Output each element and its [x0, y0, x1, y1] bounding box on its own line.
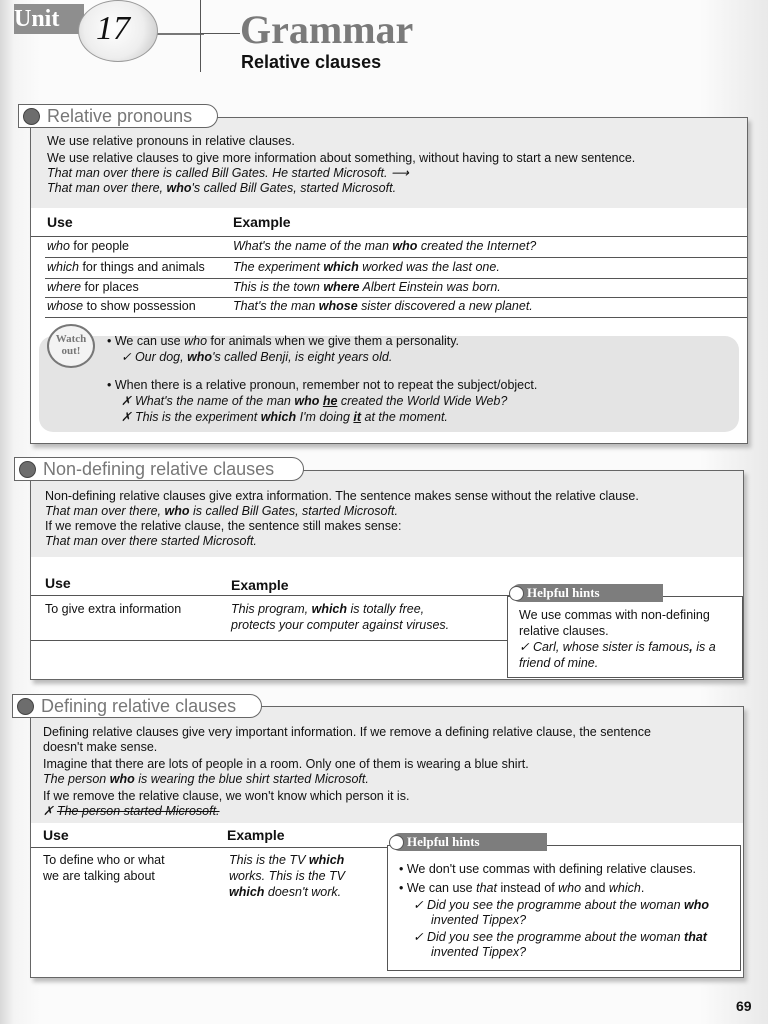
bullet-icon: [23, 108, 40, 125]
header-tick: [200, 33, 240, 34]
example-header: Example: [233, 214, 291, 230]
bullet-icon: [389, 835, 404, 850]
hint-example: invented Tippex?: [431, 913, 527, 927]
arrow-icon: ⟶: [390, 166, 409, 180]
use-header: Use: [45, 575, 71, 591]
table-row-example: What's the name of the man who created the Internet?: [233, 239, 537, 253]
table-row-use: which for things and animals: [47, 260, 205, 274]
example-header: Example: [231, 577, 289, 593]
table-rule: [31, 847, 387, 848]
hint-bullet: • We can use that instead of who and which.: [399, 881, 645, 895]
table-rule: [45, 317, 747, 318]
hint-example: ✓ Carl, whose sister is famous, is a: [519, 640, 716, 654]
watch-example: ✗ What's the name of the man who he created the World Wide Web?: [121, 394, 508, 408]
table-row-example: This is the TV which: [229, 853, 345, 867]
watch-example: ✓ Our dog, who's called Benji, is eight years old.: [121, 350, 393, 364]
page-number: 69: [736, 998, 752, 1014]
hint-example: ✓ Did you see the programme about the woman who: [413, 898, 710, 912]
table-row-use: who for people: [47, 239, 130, 253]
table-row-use: where for places: [47, 280, 139, 294]
table-row-example: That's the man whose sister discovered a new planet.: [233, 299, 533, 313]
table-row-use: whose to show possession: [47, 299, 196, 313]
example-sentence: That man over there started Microsoft.: [45, 534, 257, 548]
table-row-use: we are talking about: [43, 869, 155, 883]
defining-box: [30, 706, 744, 978]
watch-bullet: • When there is a relative pronoun, remember not to repeat the subject/object.: [107, 378, 538, 392]
intro-line: Defining relative clauses give very important information. If we remove a defining relative clause, the sentence: [43, 725, 651, 739]
example-sentence: That man over there, who is called Bill Gates, started Microsoft.: [45, 504, 398, 518]
table-rule: [31, 640, 507, 641]
example-sentence: That man over there, who's called Bill Gates, started Microsoft.: [47, 181, 397, 195]
bullet-icon: [19, 461, 36, 478]
page-title: Grammar: [240, 7, 414, 52]
table-rule: [31, 595, 511, 596]
use-header: Use: [47, 214, 73, 230]
intro-line: doesn't make sense.: [43, 740, 158, 754]
table-rule: [45, 297, 747, 298]
intro-line: Imagine that there are lots of people in a room. Only one of them is wearing a blue shirt.: [43, 757, 529, 771]
table-row-example: protects your computer against viruses.: [231, 618, 450, 632]
non-defining-box: [30, 470, 744, 680]
helpful-hints-title: Helpful hints: [511, 584, 663, 602]
intro-line: If we remove the relative clause, we won't know which person it is.: [43, 789, 410, 803]
unit-label: Unit: [14, 4, 84, 34]
page-subtitle: Relative clauses: [241, 52, 382, 72]
section-tab-relative-pronouns: Relative pronouns: [18, 104, 218, 128]
bullet-icon: [509, 586, 524, 601]
section-tab-non-defining: Non-defining relative clauses: [14, 457, 304, 481]
intro-line: If we remove the relative clause, the sentence still makes sense:: [45, 519, 402, 533]
hint-example: ✓ Did you see the programme about the woman that: [413, 930, 707, 944]
use-header: Use: [43, 827, 69, 843]
intro-line: We use relative clauses to give more information about something, without having to start a new sentence.: [47, 151, 636, 165]
bullet-icon: [17, 698, 34, 715]
section-tab-defining: Defining relative clauses: [12, 694, 262, 718]
table-row-use: To define who or what: [43, 853, 165, 867]
watch-example: ✗ This is the experiment which I'm doing it at the moment.: [121, 410, 448, 424]
table-row-example: This program, which is totally free,: [231, 602, 425, 616]
hint-line: We use commas with non-defining: [519, 608, 710, 622]
relative-pronouns-box: [30, 117, 748, 444]
table-row-use: To give extra information: [45, 602, 182, 616]
helpful-hints-title: Helpful hints: [391, 833, 547, 851]
hint-example: invented Tippex?: [431, 945, 527, 959]
example-header: Example: [227, 827, 285, 843]
watch-out-badge: Watch out!: [47, 324, 95, 368]
intro-line: Non-defining relative clauses give extra information. The sentence makes sense without the relative clause.: [45, 489, 639, 503]
hint-example: friend of mine.: [519, 656, 599, 670]
hint-line: relative clauses.: [519, 624, 609, 638]
example-sentence: The person who is wearing the blue shirt started Microsoft.: [43, 772, 369, 786]
example-sentence: ✗ The person started Microsoft.: [43, 804, 220, 818]
table-rule: [45, 278, 747, 279]
table-rule: [45, 257, 747, 258]
table-row-example: This is the town where Albert Einstein was born.: [233, 280, 501, 294]
watch-bullet: • We can use who for animals when we give them a personality.: [107, 334, 460, 348]
header-divider: [200, 0, 201, 72]
table-row-example: which doesn't work.: [229, 885, 342, 899]
unit-number: 17: [96, 10, 130, 47]
example-sentence: That man over there is called Bill Gates. He started Microsoft. ⟶: [47, 166, 409, 180]
table-row-example: The experiment which worked was the last one.: [233, 260, 500, 274]
hint-bullet: • We don't use commas with defining relative clauses.: [399, 862, 696, 876]
table-row-example: works. This is the TV: [229, 869, 345, 883]
table-rule: [31, 236, 747, 237]
intro-line: We use relative pronouns in relative clauses.: [47, 134, 295, 148]
